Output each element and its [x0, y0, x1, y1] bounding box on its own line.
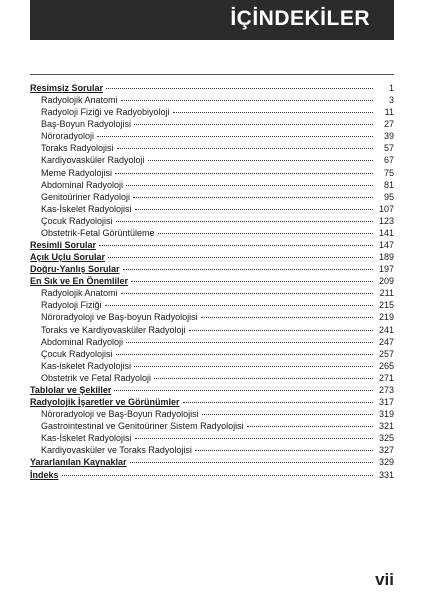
- toc-entry-label: Kas-iskelet Radyolojisi: [41, 360, 132, 371]
- toc-entry-label: Obstetrik-Fetal Görüntüleme: [41, 227, 155, 238]
- divider: [30, 74, 394, 75]
- toc-leader-dots: [121, 293, 373, 294]
- toc-entry-label: Genitoüriner Radyoloji: [41, 191, 131, 202]
- toc-leader-dots: [116, 354, 373, 355]
- toc-entry-label: Radyolojik Anatomi: [41, 288, 118, 299]
- toc-subsection-entry[interactable]: [30, 94, 394, 106]
- toc-subsection-entry[interactable]: [30, 372, 394, 384]
- toc-entry-page: 325: [378, 433, 394, 444]
- toc-leader-dots: [114, 390, 373, 391]
- toc-subsection-entry[interactable]: [30, 118, 394, 130]
- toc-subsection-entry[interactable]: [30, 336, 394, 348]
- toc-leader-dots: [201, 317, 373, 318]
- toc-leader-dots: [173, 112, 373, 113]
- toc-subsection-entry[interactable]: [30, 324, 394, 336]
- toc-entry-page: 197: [378, 264, 394, 275]
- toc-leader-dots: [189, 330, 373, 331]
- toc-leader-dots: [148, 160, 373, 161]
- toc-section-entry[interactable]: [30, 396, 394, 408]
- toc-leader-dots: [62, 475, 373, 476]
- toc-leader-dots: [105, 305, 373, 306]
- toc-subsection-entry[interactable]: [30, 311, 394, 323]
- page-title: İÇİNDEKİLER: [230, 7, 370, 30]
- toc-entry-page: 265: [378, 360, 394, 371]
- toc-entry-page: 67: [383, 155, 394, 166]
- toc-subsection-entry[interactable]: [30, 130, 394, 142]
- toc-entry-label: Radyoloji Fiziği ve Radyobiyoloji: [41, 107, 170, 118]
- toc-entry-page: 319: [378, 409, 394, 420]
- toc-subsection-entry[interactable]: [30, 167, 394, 179]
- toc-entry-label: Kas-İskelet Radyolojisi: [41, 203, 132, 214]
- toc-entry-label: Kas-İskelet Radyolojisi: [41, 433, 132, 444]
- toc-leader-dots: [99, 245, 373, 246]
- toc-leader-dots: [116, 221, 373, 222]
- toc-leader-dots: [108, 257, 373, 258]
- toc-subsection-entry[interactable]: [30, 203, 394, 215]
- toc-subsection-entry[interactable]: [30, 227, 394, 239]
- toc-entry-page: 273: [378, 384, 394, 395]
- toc-leader-dots: [135, 209, 373, 210]
- toc-entry-page: 75: [383, 167, 394, 178]
- toc-entry-page: 271: [378, 372, 394, 383]
- title-band: [30, 0, 394, 40]
- toc-section-entry[interactable]: [30, 263, 394, 275]
- toc-leader-dots: [126, 342, 373, 343]
- toc-entry-page: 241: [378, 324, 394, 335]
- toc-leader-dots: [117, 148, 373, 149]
- toc-entry-page: 317: [378, 397, 394, 408]
- toc-subsection-entry[interactable]: [30, 191, 394, 203]
- toc-entry-label: Doğru-Yanlış Sorular: [30, 264, 120, 275]
- toc-leader-dots: [202, 414, 373, 415]
- toc-entry-label: Yararlanılan Kaynaklar: [30, 457, 127, 468]
- toc-entry-page: 107: [378, 203, 394, 214]
- toc-entry-label: Meme Radyolojisi: [41, 167, 113, 178]
- toc-subsection-entry[interactable]: [30, 432, 394, 444]
- toc-leader-dots: [126, 185, 373, 186]
- toc-entry-label: Nöroradyoloji: [41, 131, 95, 142]
- toc-subsection-entry[interactable]: [30, 360, 394, 372]
- toc-leader-dots: [183, 402, 373, 403]
- toc-entry-label: Çocuk Radyolojisi: [41, 348, 113, 359]
- toc-entry-page: 3: [388, 95, 394, 106]
- toc-leader-dots: [123, 269, 373, 270]
- toc-entry-page: 95: [383, 191, 394, 202]
- toc-leader-dots: [135, 438, 373, 439]
- toc-entry-label: Toraks ve Kardiyovasküler Radyoloji: [41, 324, 186, 335]
- toc-entry-label: Baş-Boyun Radyolojisi: [41, 119, 132, 130]
- toc-entry-page: 247: [378, 336, 394, 347]
- toc-section-entry[interactable]: [30, 239, 394, 251]
- toc-leader-dots: [115, 173, 373, 174]
- page-number: vii: [375, 570, 394, 589]
- toc-entry-label: Nöroradyoloji ve Baş-Boyun Radyolojisi: [41, 409, 199, 420]
- toc-leader-dots: [154, 378, 373, 379]
- toc-subsection-entry[interactable]: [30, 142, 394, 154]
- toc-section-entry[interactable]: [30, 469, 394, 481]
- toc-entry-label: Açık Uçlu Sorular: [30, 252, 106, 263]
- toc-entry-label: Toraks Radyolojisi: [41, 143, 114, 154]
- toc-leader-dots: [130, 462, 373, 463]
- toc-entry-page: 147: [378, 240, 394, 251]
- toc-leader-dots: [131, 281, 373, 282]
- toc-entry-page: 1: [388, 83, 394, 93]
- toc-entry-label: Gastrointestinal ve Genitoüriner Sistem Radyolojisi: [41, 421, 244, 432]
- toc-entry-page: 189: [378, 252, 394, 263]
- toc-subsection-entry[interactable]: [30, 287, 394, 299]
- toc-section-entry[interactable]: [30, 275, 394, 287]
- toc-leader-dots: [106, 88, 373, 89]
- toc-entry-label: Resimsiz Sorular: [30, 83, 104, 93]
- toc-subsection-entry[interactable]: [30, 106, 394, 118]
- toc-entry-page: 123: [378, 215, 394, 226]
- toc-entry-page: 329: [378, 457, 394, 468]
- table-of-contents: [30, 82, 394, 481]
- toc-entry-label: Radyoloji Fiziği: [41, 300, 102, 311]
- toc-section-entry[interactable]: [30, 456, 394, 468]
- toc-entry-label: İndeks: [30, 469, 59, 480]
- toc-entry-page: 211: [379, 288, 394, 299]
- toc-entry-page: 209: [378, 276, 394, 287]
- toc-entry-label: Obstetrik ve Fetal Radyoloji: [41, 372, 152, 383]
- toc-entry-label: Kardiyovasküler Radyoloji: [41, 155, 145, 166]
- toc-entry-page: 141: [378, 227, 394, 238]
- toc-entry-page: 81: [383, 179, 394, 190]
- toc-subsection-entry[interactable]: [30, 420, 394, 432]
- toc-subsection-entry[interactable]: [30, 348, 394, 360]
- toc-entry-label: Resimli Sorular: [30, 240, 97, 251]
- title-side-bar: [390, 0, 394, 40]
- toc-subsection-entry[interactable]: [30, 215, 394, 227]
- toc-entry-label: Çocuk Radyolojisi: [41, 215, 113, 226]
- toc-subsection-entry[interactable]: [30, 299, 394, 311]
- toc-entry-page: 215: [378, 300, 394, 311]
- toc-entry-label: Nöroradyoloji ve Baş-boyun Radyolojisi: [41, 312, 198, 323]
- toc-leader-dots: [134, 124, 373, 125]
- toc-leader-dots: [158, 233, 373, 234]
- toc-subsection-entry[interactable]: [30, 408, 394, 420]
- toc-leader-dots: [134, 366, 373, 367]
- toc-leader-dots: [121, 100, 373, 101]
- toc-entry-label: Abdominal Radyoloji: [41, 336, 124, 347]
- toc-entry-label: Tablolar ve Şekiller: [30, 384, 112, 395]
- toc-subsection-entry[interactable]: [30, 444, 394, 456]
- toc-entry-page: 321: [378, 421, 394, 432]
- toc-subsection-entry[interactable]: [30, 154, 394, 166]
- toc-section-entry[interactable]: [30, 82, 394, 94]
- toc-entry-label: Radyolojik İşaretler ve Görünümler: [30, 397, 180, 408]
- toc-entry-page: 331: [378, 469, 394, 480]
- toc-leader-dots: [195, 450, 373, 451]
- toc-entry-page: 39: [383, 131, 394, 142]
- toc-leader-dots: [97, 136, 373, 137]
- toc-entry-page: 327: [378, 445, 394, 456]
- toc-entry-label: En Sık ve En Önemliler: [30, 276, 129, 287]
- toc-entry-label: Abdominal Radyoloji: [41, 179, 124, 190]
- toc-entry-label: Radyolojik Anatomi: [41, 95, 118, 106]
- toc-entry-page: 219: [378, 312, 394, 323]
- toc-subsection-entry[interactable]: [30, 179, 394, 191]
- toc-leader-dots: [133, 197, 373, 198]
- toc-section-entry[interactable]: [30, 251, 394, 263]
- toc-entry-label: Kardiyovasküler ve Toraks Radyolojisi: [41, 445, 192, 456]
- toc-entry-page: 57: [383, 143, 394, 154]
- toc-entry-page: 257: [378, 348, 394, 359]
- toc-leader-dots: [247, 426, 373, 427]
- toc-entry-page: 11: [384, 107, 394, 118]
- toc-entry-page: 27: [383, 119, 394, 130]
- toc-section-entry[interactable]: [30, 384, 394, 396]
